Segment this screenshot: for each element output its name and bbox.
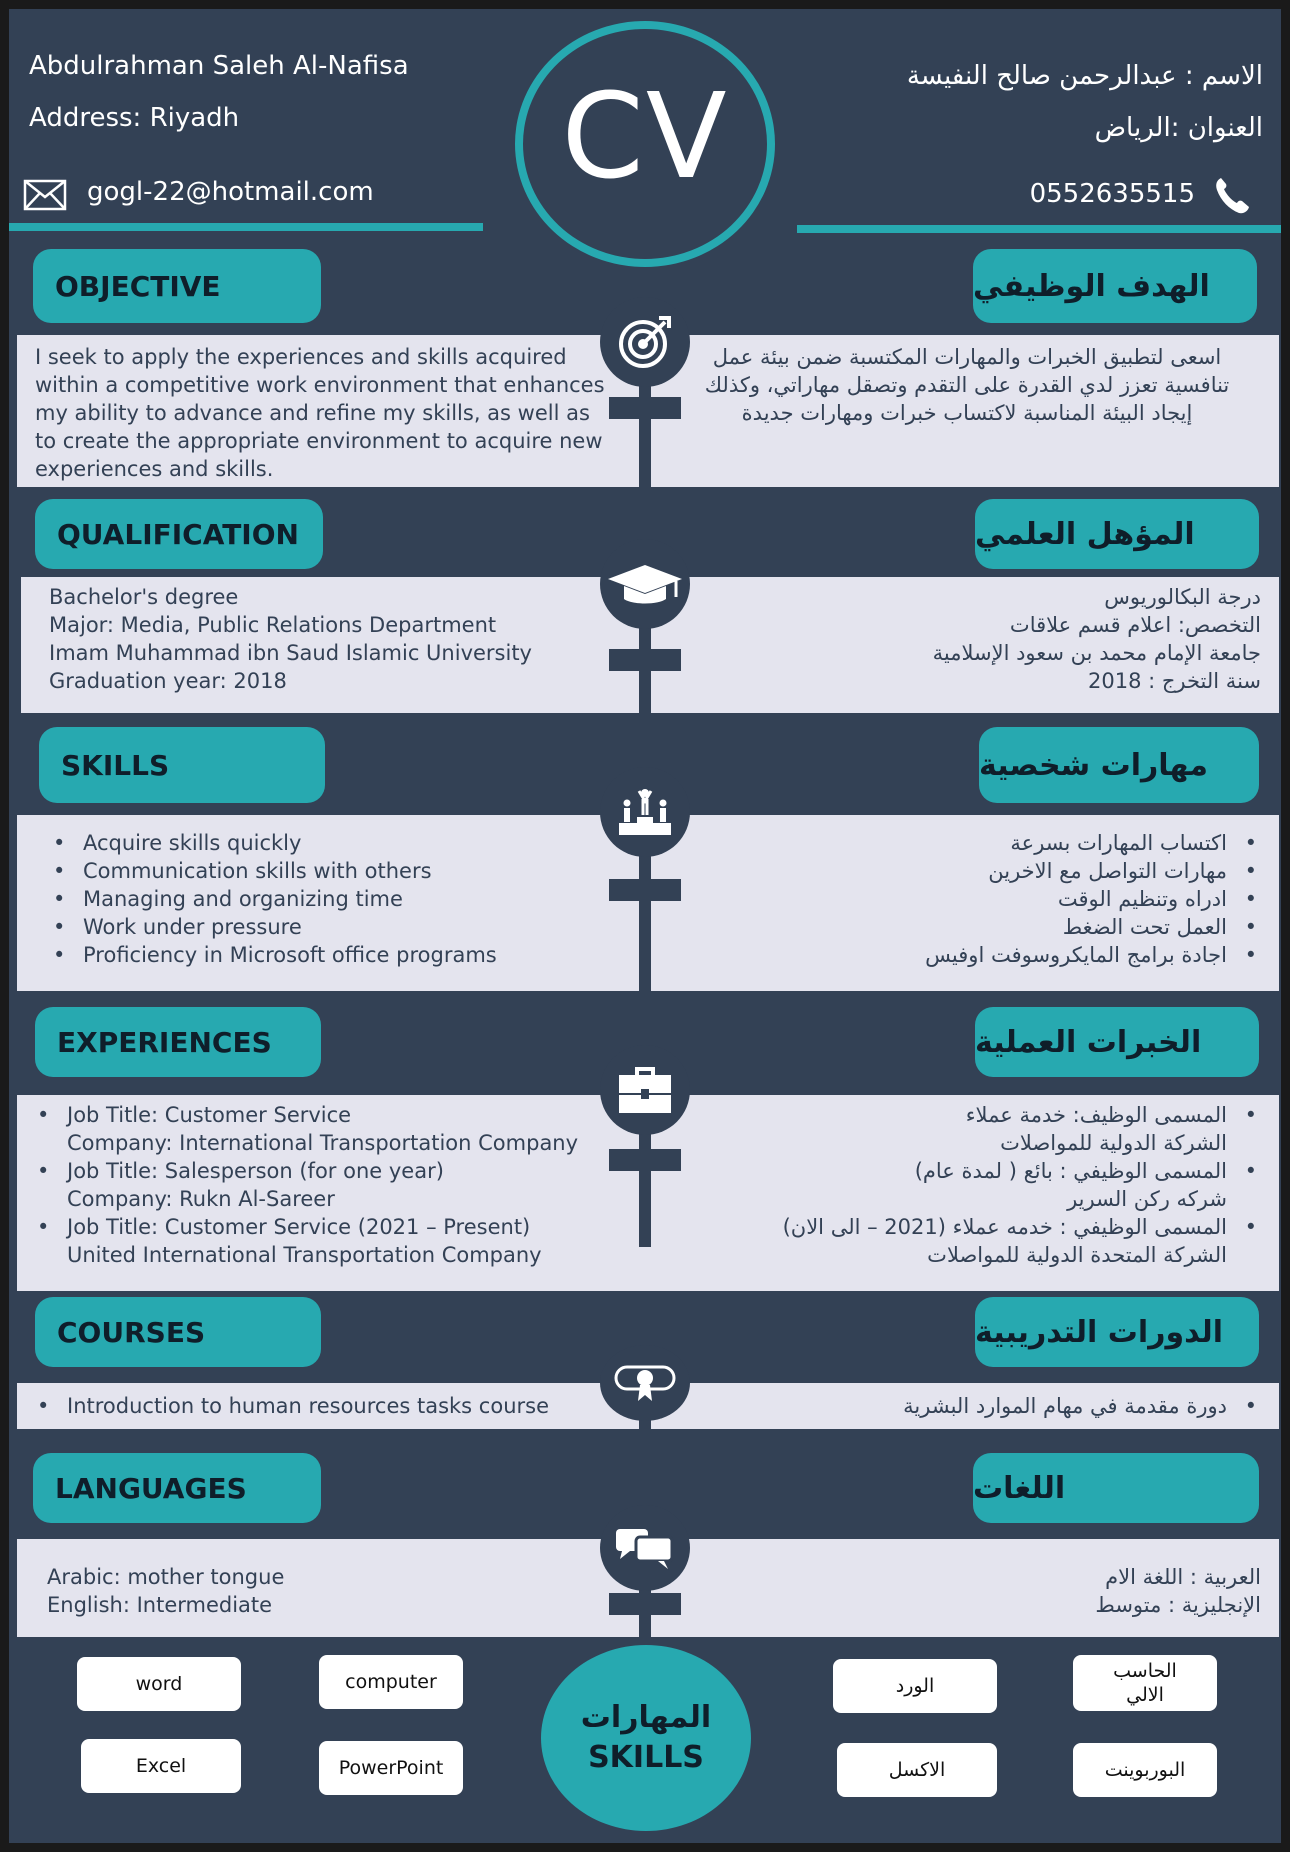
experiences-list-en <box>33 1101 613 1269</box>
envelope-icon <box>23 179 67 211</box>
experience-item-ar: • المسمى الوظيفي : بائع ( لمدة عام) شركه ركن السرير <box>689 1157 1261 1213</box>
experience-item-ar: • المسمى الوظيفي : خدمه عملاء (2021 – الى الان) الشركة المتحدة الدولية للمواصلات <box>689 1213 1261 1269</box>
briefcase-icon <box>600 1045 690 1135</box>
courses-title-ar: الدورات التدريبية <box>975 1297 1259 1367</box>
languages-en <box>47 1563 607 1619</box>
qualification-ar <box>709 583 1261 695</box>
experiences-title-ar: الخبرات العملية <box>975 1007 1259 1077</box>
qualification-en <box>49 583 609 695</box>
skills-title-ar: مهارات شخصية <box>979 727 1259 803</box>
objective-text-ar: اسعى لتطبيق الخبرات والمهارات المكتسبة ضمن بيئة عمل تنافسية تعزز لدي القدرة على التقدم وتصقل مهاراتي، وكذلك إيجاد البيئة المناسبة لاكتساب خبرات ومهارات جديدة <box>704 345 1230 425</box>
email[interactable]: gogl-22@hotmail.com <box>87 177 374 207</box>
qualification-line-en: Bachelor's degree <box>49 585 239 609</box>
chip-computer: computer <box>319 1655 463 1709</box>
skills-title-en: SKILLS <box>39 727 325 803</box>
experience-item-en: • Job Title: Customer Service Company: International Transportation Company <box>33 1101 613 1157</box>
timeline-bar <box>609 1593 681 1615</box>
skills-circle-en: SKILLS <box>588 1740 704 1775</box>
skill-item-en: • Proficiency in Microsoft office programs <box>49 941 609 969</box>
experiences-list-ar <box>689 1101 1261 1269</box>
phone-icon <box>1213 175 1251 215</box>
header-rule-right <box>797 225 1281 233</box>
language-line-ar: الإنجليزية : متوسط <box>1095 1593 1261 1617</box>
skill-item-en: • Communication skills with others <box>49 857 609 885</box>
languages-title-ar: اللغات <box>973 1453 1259 1523</box>
address-en: Address: Riyadh <box>29 103 240 133</box>
skill-item-ar: • ادراه وتنظيم الوقت <box>709 885 1261 913</box>
header-rule-left <box>9 223 483 231</box>
skill-item-ar: • اجادة برامج المايكروسوفت اوفيس <box>709 941 1261 969</box>
skills-circle-ar: المهارات <box>580 1700 712 1735</box>
skill-item-en: • Work under pressure <box>49 913 609 941</box>
certificate-icon <box>600 1345 690 1421</box>
skill-item-en: • Acquire skills quickly <box>49 829 609 857</box>
target-icon <box>600 297 690 387</box>
courses-list-ar <box>689 1392 1261 1420</box>
skill-item-ar: • مهارات التواصل مع الاخرين <box>709 857 1261 885</box>
qualification-line-en: Major: Media, Public Relations Department <box>49 613 497 637</box>
skills-list-ar <box>709 829 1261 969</box>
experience-item-en: • Job Title: Customer Service (2021 – Present) United International Transportation Company <box>33 1213 613 1269</box>
timeline-bar <box>609 879 681 901</box>
chip-word-ar: الورد <box>833 1659 997 1713</box>
courses-list-en <box>33 1392 613 1420</box>
podium-icon <box>600 767 690 857</box>
experience-item-ar: • المسمى الوظيف: خدمة عملاء الشركة الدولية للمواصلات <box>689 1101 1261 1157</box>
language-line-en: Arabic: mother tongue <box>47 1565 285 1589</box>
cv-label: CV <box>561 67 729 205</box>
chip-computer-ar: الحاسب الالي <box>1073 1655 1217 1711</box>
qualification-title-en: QUALIFICATION <box>35 499 323 569</box>
course-item-en: • Introduction to human resources tasks course <box>33 1392 613 1420</box>
chip-powerpoint: PowerPoint <box>319 1741 463 1795</box>
objective-title-en: OBJECTIVE <box>33 249 321 323</box>
languages-title-en: LANGUAGES <box>33 1453 321 1523</box>
qualification-line-ar: التخصص: اعلام قسم علاقات <box>1009 613 1261 637</box>
chip-excel-ar: الاكسل <box>837 1743 997 1797</box>
objective-text-en: I seek to apply the experiences and skills acquired within a competitive work environment that enhances my ability to advance and refine my skills, as well as to create the appropriate environment to acquire new experiences and skills. <box>35 345 605 481</box>
timeline-bar <box>609 1149 681 1171</box>
language-line-ar: العربية : اللغة الام <box>1105 1565 1261 1589</box>
name-en: Abdulrahman Saleh Al-Nafisa <box>29 51 409 81</box>
course-item-ar: • دورة مقدمة في مهام الموارد البشرية <box>689 1392 1261 1420</box>
cv-page <box>9 9 1281 1843</box>
qualification-line-ar: جامعة الإمام محمد بن سعود الإسلامية <box>932 641 1261 665</box>
qualification-line-ar: درجة البكالوريوس <box>1104 585 1261 609</box>
phone[interactable]: 0552635515 <box>1029 179 1195 209</box>
timeline-bar <box>609 397 681 419</box>
experience-item-en: • Job Title: Salesperson (for one year) Company: Rukn Al-Sareer <box>33 1157 613 1213</box>
languages-ar <box>709 1563 1261 1619</box>
qualification-line-ar: سنة التخرج : 2018 <box>1087 669 1261 693</box>
skill-item-en: • Managing and organizing time <box>49 885 609 913</box>
chip-powerpoint-ar: البوربوينت <box>1073 1743 1217 1797</box>
skills-list-en <box>49 829 609 969</box>
graduation-cap-icon <box>600 539 690 629</box>
chip-excel: Excel <box>81 1739 241 1793</box>
cv-circle <box>515 21 775 267</box>
qualification-line-en: Graduation year: 2018 <box>49 669 287 693</box>
objective-title-ar: الهدف الوظيفي <box>973 249 1257 323</box>
qualification-line-en: Imam Muhammad ibn Saud Islamic University <box>49 641 532 665</box>
skill-item-ar: • اكتساب المهارات بسرعة <box>709 829 1261 857</box>
courses-title-en: COURSES <box>35 1297 321 1367</box>
skills-circle <box>541 1645 751 1831</box>
skill-item-ar: • العمل تحت الضغط <box>709 913 1261 941</box>
language-line-en: English: Intermediate <box>47 1593 273 1617</box>
address-ar: العنوان :الرياض <box>1094 113 1263 143</box>
name-ar: الاسم : عبدالرحمن صالح النفيسة <box>906 61 1263 91</box>
chat-bubbles-icon <box>600 1505 690 1591</box>
qualification-title-ar: المؤهل العلمي <box>975 499 1259 569</box>
experiences-title-en: EXPERIENCES <box>35 1007 321 1077</box>
chip-word: word <box>77 1657 241 1711</box>
timeline-bar <box>609 649 681 671</box>
